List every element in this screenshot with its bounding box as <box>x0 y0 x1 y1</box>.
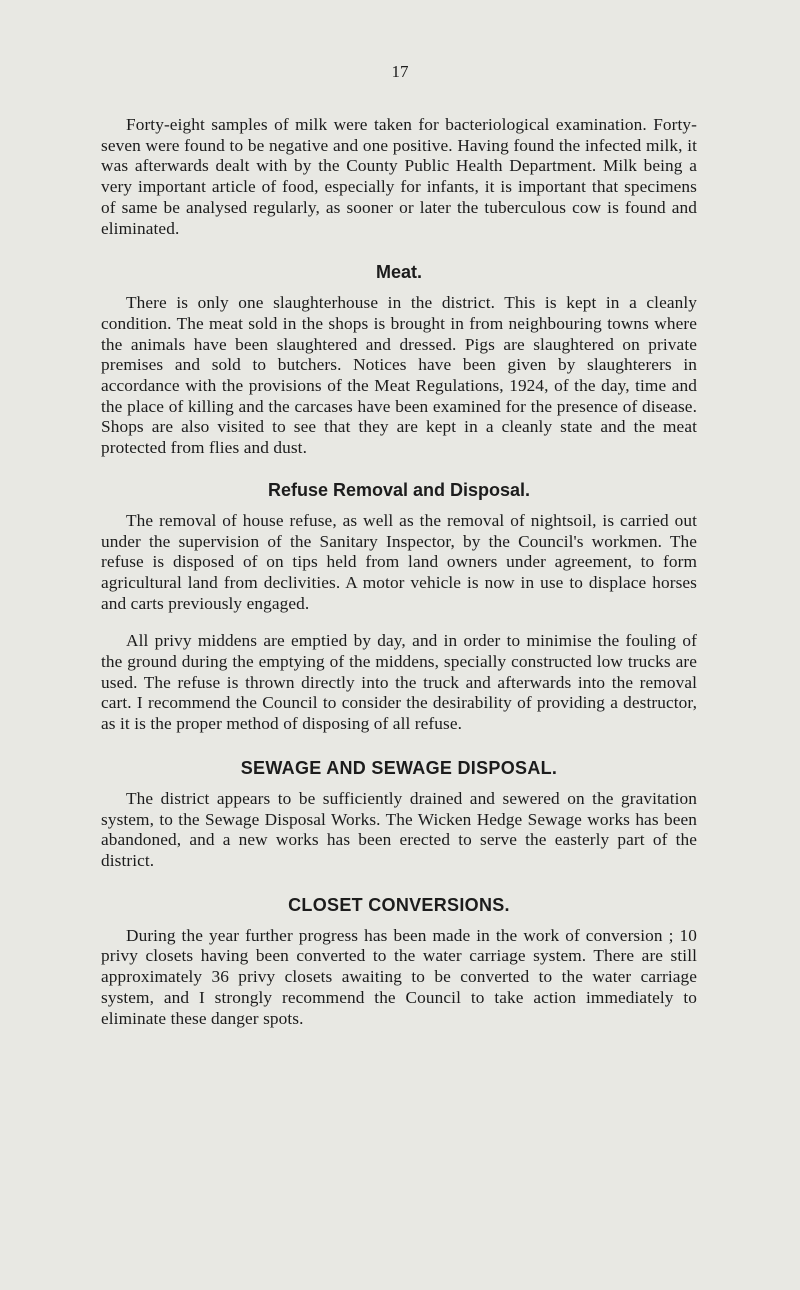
document-body <box>101 115 697 1046</box>
meat-heading: Meat. <box>375 262 422 283</box>
sewage-heading: SEWAGE AND SEWAGE DISPOSAL. <box>240 757 558 778</box>
refuse-heading: Refuse Removal and Disposal. <box>267 479 531 500</box>
page-number: 17 <box>391 62 409 81</box>
milk-paragraph: Forty-eight samples of milk were taken for bacteriological examination. Forty-seven were found to be negative and one positive. Having found the infected milk, it was afterwards dealt with by the County Public Health Department. Milk being a very important article of food, especially for infants, it is important that specimens of same be analysed regularly, as sooner or later the tuberculous cow is found and eliminated. <box>101 115 697 238</box>
closet-heading: CLOSET CONVERSIONS. <box>288 894 510 915</box>
closet-paragraph: During the year further progress has been made in the work of conversion ; 10 privy closets having been converted to the water carriage system. There are still approximately 36 privy closets awaiting to be converted to the water carriage system, and I strongly recommend the Council to take action immediately to eliminate these danger spots. <box>101 925 697 1028</box>
refuse-paragraph-2: All privy middens are emptied by day, and in order to minimise the fouling of the ground during the emptying of the middens, specially constructed low trucks are used. The refuse is thrown directly into the truck and afterwards into the removal cart. I recommend the Council to consider the desirability of providing a destructor, as it is the proper method of disposing of all refuse. <box>101 631 697 734</box>
sewage-paragraph: The district appears to be sufficiently drained and sewered on the gravitation system, to the Sewage Disposal Works. The Wicken Hedge Sewage works has been abandoned, and a new works has been erected to serve the easterly part of the district. <box>101 788 697 870</box>
meat-paragraph: There is only one slaughterhouse in the district. This is kept in a cleanly condition. The meat sold in the shops is brought in from neighbouring towns where the animals have been slaughtered and dressed. Pigs are slaughtered on private premises and sold to butchers. Notices have been given by slaughterers in accordance with the provisions of the Meat Regulations, 1924, of the day, time and the place of killing and the carcases have been examined for the presence of disease. Shops are also visited to see that they are kept in a cleanly state and the meat protected from flies and dust. <box>101 293 697 458</box>
refuse-paragraph-1: The removal of house refuse, as well as the removal of nightsoil, is carried out under the supervision of the Sanitary Inspector, by the Council's workmen. The refuse is disposed of on tips held from land owners under agreement, to form agricultural land from declivities. A motor vehicle is now in use to displace horses and carts previously engaged. <box>101 510 697 613</box>
